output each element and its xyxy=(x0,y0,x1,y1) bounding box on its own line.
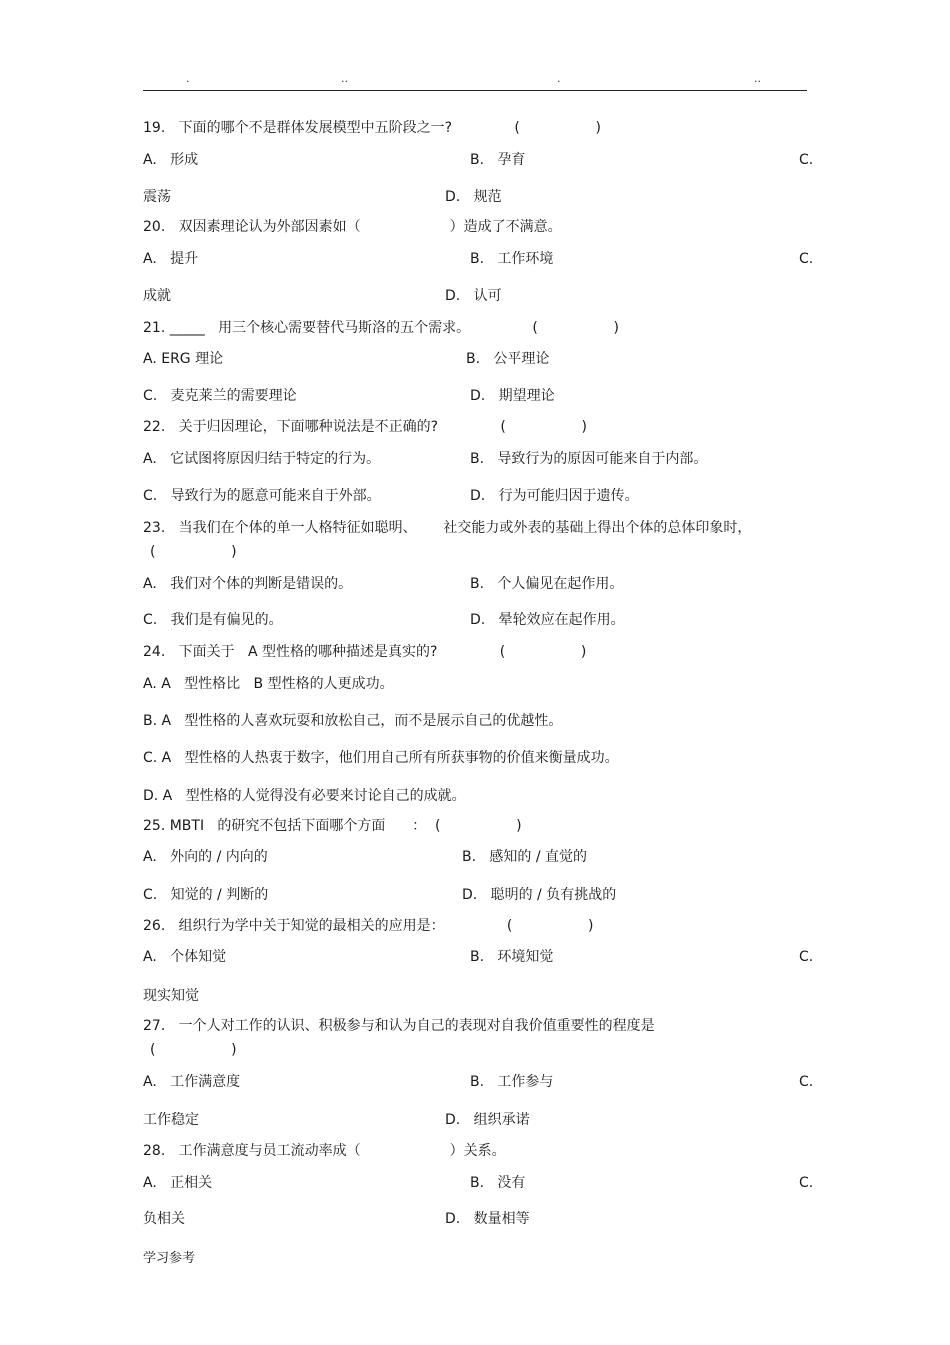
question-27-stem-cont: ( ) xyxy=(150,1042,237,1058)
option-d: D. 期望理论 xyxy=(470,388,555,404)
question-20-stem: 20. 双因素理论认为外部因素如（ ）造成了不满意。 xyxy=(143,219,562,235)
option-c: C. A 型性格的人热衷于数字，他们用自己所有所获事物的价值来衡量成功。 xyxy=(143,750,619,766)
option-c: C. 麦克莱兰的需要理论 xyxy=(143,388,297,404)
header-mark: . xyxy=(186,72,190,85)
option-d: D. 认可 xyxy=(445,288,502,304)
header-mark: . xyxy=(557,72,561,85)
header-mark: .. xyxy=(754,72,761,85)
option-a: A. 正相关 xyxy=(143,1175,213,1191)
option-c-text: 工作稳定 xyxy=(143,1112,199,1128)
option-b: B. 个人偏见在起作用。 xyxy=(470,576,624,592)
option-a: A. A 型性格比 B 型性格的人更成功。 xyxy=(143,676,394,692)
question-23-stem-cont: ( ) xyxy=(150,544,237,560)
option-b: B. A 型性格的人喜欢玩耍和放松自己，而不是展示自己的优越性。 xyxy=(143,713,563,729)
option-b: B. 导致行为的原因可能来自于内部。 xyxy=(470,451,708,467)
option-b: B. 环境知觉 xyxy=(470,949,554,965)
option-d: D. 组织承诺 xyxy=(445,1112,530,1128)
page-footer: 学习参考 xyxy=(143,1251,196,1266)
option-c-text: 负相关 xyxy=(143,1211,185,1227)
option-a: A. 工作满意度 xyxy=(143,1074,241,1090)
option-b: B. 工作环境 xyxy=(470,251,554,267)
option-c-text: 现实知觉 xyxy=(143,988,199,1004)
option-c: C. 我们是有偏见的。 xyxy=(143,612,283,628)
option-b: B. 没有 xyxy=(470,1175,526,1191)
question-22-stem: 22. 关于归因理论，下面哪种说法是不正确的? ( ) xyxy=(143,419,587,435)
option-d: D. 晕轮效应在起作用。 xyxy=(470,612,625,628)
option-a: A. 外向的 / 内向的 xyxy=(143,849,268,865)
option-d: D. A 型性格的人觉得没有必要来讨论自己的成就。 xyxy=(143,788,466,804)
option-d: D. 数量相等 xyxy=(445,1211,530,1227)
option-c-label: C. xyxy=(799,251,814,267)
option-c-text: 震荡 xyxy=(143,189,171,205)
option-d: D. 规范 xyxy=(445,189,502,205)
question-28-stem: 28. 工作满意度与员工流动率成（ ）关系。 xyxy=(143,1143,506,1159)
option-c-label: C. xyxy=(799,152,814,168)
header-mark: .. xyxy=(341,72,348,85)
question-21-stem: 21. _____ 用三个核心需要替代马斯洛的五个需求。 ( ) xyxy=(143,320,619,336)
option-a: A. 我们对个体的判断是错误的。 xyxy=(143,576,353,592)
option-d: D. 聪明的 / 负有挑战的 xyxy=(462,887,617,903)
question-26-stem: 26. 组织行为学中关于知觉的最相关的应用是： ( ) xyxy=(143,918,594,934)
option-a: A. 个体知觉 xyxy=(143,949,227,965)
option-c-label: C. xyxy=(799,1074,814,1090)
option-b: B. 工作参与 xyxy=(470,1074,554,1090)
option-a: A. 提升 xyxy=(143,251,199,267)
header-rule xyxy=(143,90,807,91)
option-b: B. 公平理论 xyxy=(466,351,550,367)
option-c-label: C. xyxy=(799,1175,814,1191)
question-24-stem: 24. 下面关于 A 型性格的哪种描述是真实的? ( ) xyxy=(143,644,587,660)
option-c-label: C. xyxy=(799,949,814,965)
question-27-stem: 27. 一个人对工作的认识、积极参与和认为自己的表现对自我价值重要性的程度是 xyxy=(143,1018,655,1034)
option-a: A. 形成 xyxy=(143,152,199,168)
option-c: C. 知觉的 / 判断的 xyxy=(143,887,269,903)
question-25-stem: 25. MBTI 的研究不包括下面哪个方面 ： ( ) xyxy=(143,818,522,834)
question-23-stem: 23. 当我们在个体的单一人格特征如聪明、 社交能力或外表的基础上得出个体的总体印象时， xyxy=(143,520,752,536)
option-c-text: 成就 xyxy=(143,288,171,304)
option-a: A. 它试图将原因归结于特定的行为。 xyxy=(143,451,381,467)
question-19-stem: 19. 下面的哪个不是群体发展模型中五阶段之一? ( ) xyxy=(143,120,601,136)
option-a: A. ERG 理论 xyxy=(143,351,224,367)
option-d: D. 行为可能归因于遗传。 xyxy=(470,488,639,504)
option-b: B. 孕育 xyxy=(470,152,526,168)
option-c: C. 导致行为的愿意可能来自于外部。 xyxy=(143,488,381,504)
option-b: B. 感知的 / 直觉的 xyxy=(462,849,588,865)
